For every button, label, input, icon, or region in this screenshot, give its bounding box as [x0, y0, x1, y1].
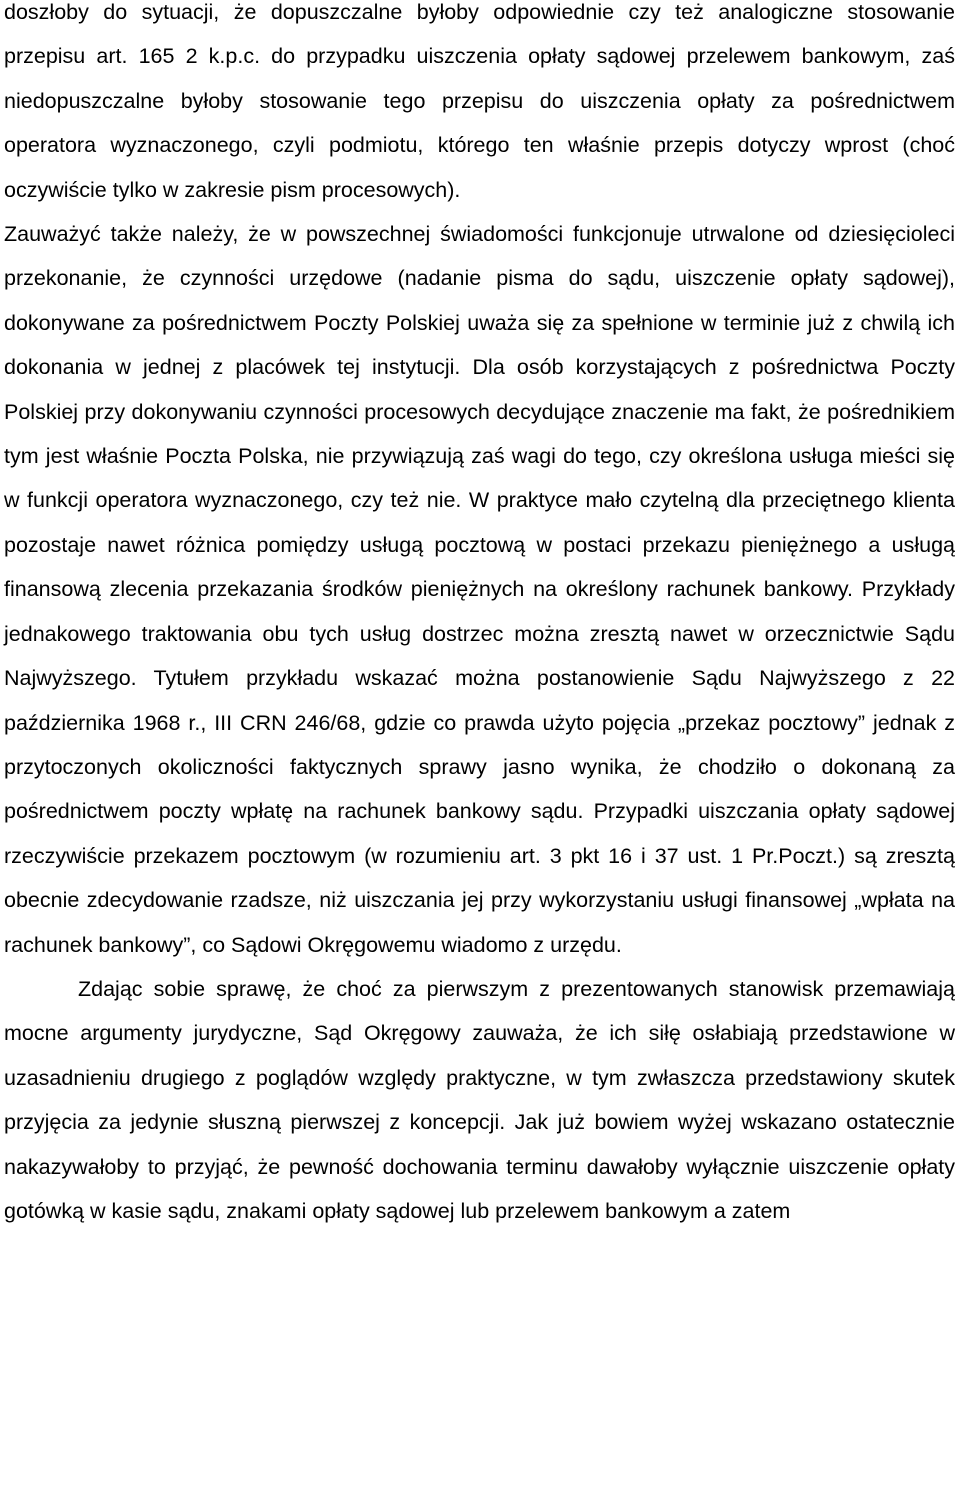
paragraph-continuation: doszłoby do sytuacji, że dopuszczalne byłoby odpowiednie czy też analogiczne stosowanie przepisu art. 165 2 k.p.c. do przypadku uiszczenia opłaty sądowej przelewem bankowym, zaś niedopuszczalne byłoby stosowanie tego przepisu do uiszczenia opłaty za pośrednictwem operatora wyznaczonego, czyli podmiotu, którego ten właśnie przepis dotyczy wprost (choć oczywiście tylko w zakresie pism procesowych). [4, 0, 955, 202]
document-page [4, 0, 955, 1233]
paragraph-public-awareness: Zauważyć także należy, że w powszechnej świadomości funkcjonuje utrwalone od dziesięcioleci przekonanie, że czynności urzędowe (nadanie pisma do sądu, uiszczenie opłaty sądowej), dokonywane za pośrednictwem Poczty Polskiej uważa się za spełnione w terminie już z chwilą ich dokonania w jednej z placówek tej instytucji. Dla osób korzystających z pośrednictwa Poczty Polskiej przy dokonywaniu czynności procesowych decydujące znaczenie ma fakt, że pośrednikiem tym jest właśnie Poczta Polska, nie przywiązują zaś wagi do tego, czy określona usługa mieści się w funkcji operatora wyznaczonego, czy też nie. W praktyce mało czytelną dla przeciętnego klienta pozostaje nawet różnica pomiędzy usługą pocztową w postaci przekazu pieniężnego a usługą finansową zlecenia przekazania środków pieniężnych na określony rachunek bankowy. Przykłady jednakowego traktowania obu tych usług dostrzec można zresztą nawet w orzecznictwie Sądu Najwyższego. Tytułem przykładu wskazać można postanowienie Sądu Najwyższego z 22 października 1968 r., III CRN 246/68, gdzie co prawda użyto pojęcia „przekaz pocztowy” jednak z przytoczonych okoliczności faktycznych sprawy jasno wynika, że chodziło o dokonaną za pośrednictwem poczty wpłatę na rachunek bankowy sądu. Przypadki uiszczania opłaty sądowej rzeczywiście przekazem pocztowym (w rozumieniu art. 3 pkt 16 i 37 ust. 1 Pr.Poczt.) są zresztą obecnie zdecydowanie rzadsze, niż uiszczania jej przy wykorzystaniu usługi finansowej „wpłata na rachunek bankowy”, co Sądowi Okręgowemu wiadomo z urzędu. [4, 222, 955, 957]
paragraph-court-assessment: Zdając sobie sprawę, że choć za pierwszym z prezentowanych stanowisk przemawiają mocne argumenty jurydyczne, Sąd Okręgowy zauważa, że ich siłę osłabiają przedstawione w uzasadnieniu drugiego z poglądów względy praktyczne, w tym zwłaszcza przedstawiony skutek przyjęcia za jedynie słuszną pierwszej z koncepcji. Jak już bowiem wyżej wskazano ostatecznie nakazywałoby to przyjąć, że pewność dochowania terminu dawałoby wyłącznie uiszczenie opłaty gotówką w kasie sądu, znakami opłaty sądowej lub przelewem bankowym a zatem [4, 976, 955, 1223]
